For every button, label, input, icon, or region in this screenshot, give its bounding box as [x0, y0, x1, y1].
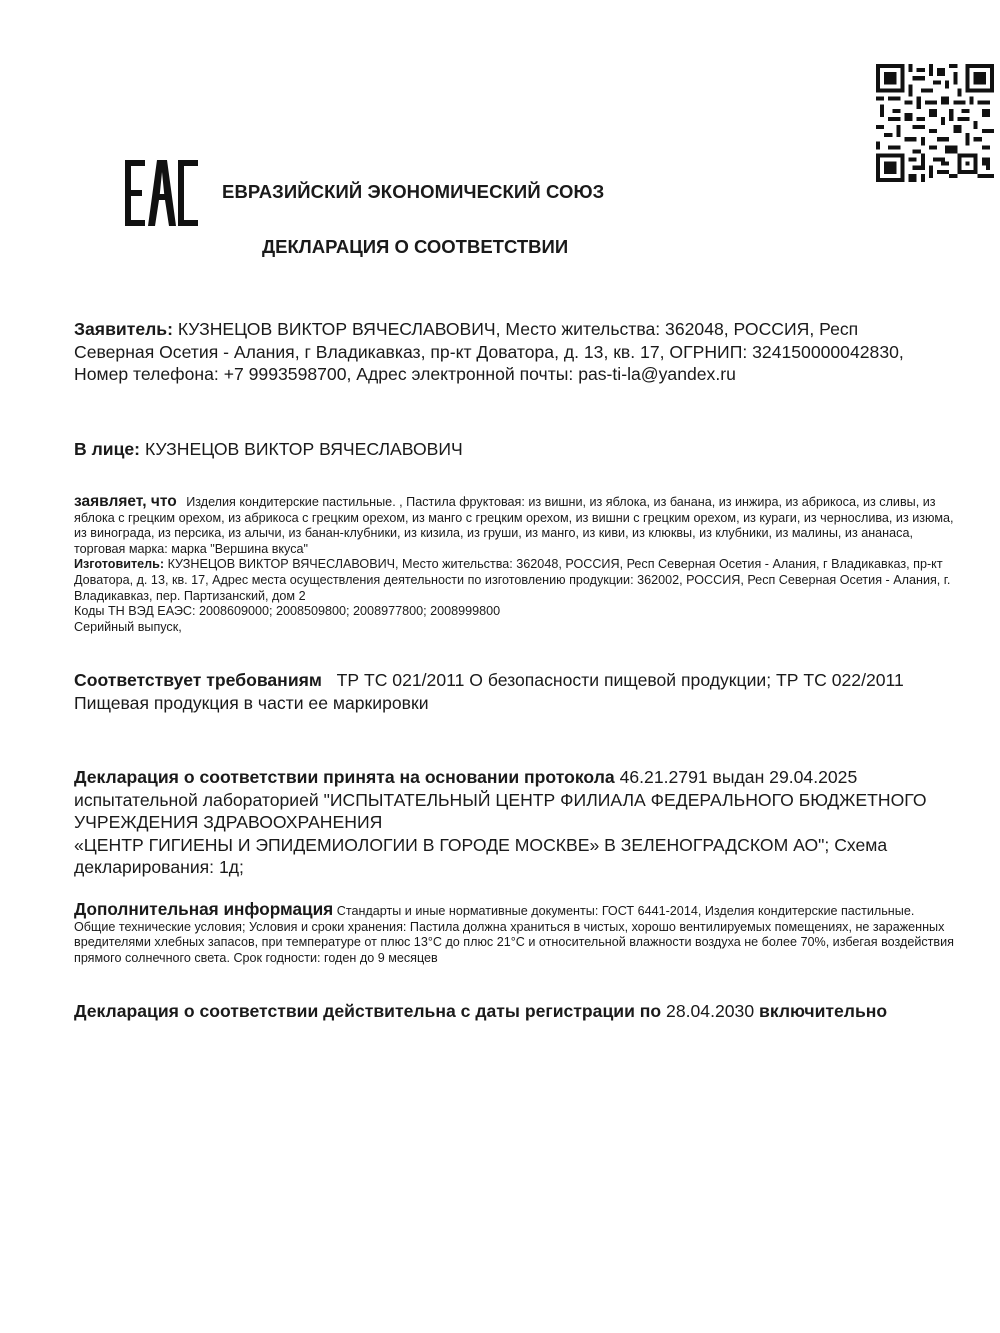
validity-suffix: включительно — [759, 1001, 888, 1021]
representative-section — [74, 438, 934, 461]
additional-info-section — [74, 899, 954, 966]
compliance-text: ТР ТС 021/2011 О безопасности пищевой продукции; ТР ТС 022/2011 Пищевая продукция в части ее маркировки — [74, 670, 904, 713]
qr-code-icon — [876, 64, 994, 182]
validity-date: 28.04.2030 — [666, 1001, 755, 1021]
series-type: Серийный выпуск, — [74, 619, 182, 634]
manufacturer-text: КУЗНЕЦОВ ВИКТОР ВЯЧЕСЛАВОВИЧ, Место жительства: 362048, РОССИЯ, Респ Северная Осетия - Алания, г Владикавказ, пр-кт Доватора, д. 13, кв. 17, Адрес места осуществления деятельности по изготовлению продукции: 362002, РОССИЯ, Респ Северная Осетия - Алания, г. Владикавказ, пер. Партизанский, дом 2 — [74, 557, 951, 603]
representative-label: В лице: — [74, 439, 141, 459]
union-title: ЕВРАЗИЙСКИЙ ЭКОНОМИЧЕСКИЙ СОЮЗ — [222, 181, 605, 202]
additional-info-text: Стандарты и иные нормативные документы: ГОСТ 6441-2014, Изделия кондитерские пастильные. Общие технические условия; Условия и сроки хранения: Пастила должна храниться в чистых, хорошо вентилируемых помещениях, не зараженных вредителями хлебных запасов, при температуре от плюс 13°С до плюс 21°С и относительной влажности воздуха не более 70%, избегая воздействия прямого солнечного света. Срок годности: годен до 9 месяцев — [74, 904, 954, 965]
compliance-label: Соответствует требованиям — [74, 670, 322, 690]
validity-label: Декларация о соответствии действительна с даты регистрации по — [74, 1001, 662, 1021]
document-title: ДЕКЛАРАЦИЯ О СООТВЕТСТВИИ — [262, 236, 569, 257]
applicant-label: Заявитель: — [74, 319, 173, 339]
compliance-section — [74, 669, 924, 714]
representative-name: КУЗНЕЦОВ ВИКТОР ВЯЧЕСЛАВОВИЧ — [144, 439, 463, 459]
basis-protocol-line — [74, 766, 954, 789]
eac-logo — [124, 160, 200, 226]
product-description — [74, 494, 954, 557]
basis-label: Декларация о соответствии принята на основании протокола — [74, 767, 615, 787]
declaration-section — [74, 494, 954, 635]
declares-label: заявляет, что — [74, 493, 177, 510]
manufacturer-line — [74, 557, 954, 604]
applicant-section — [74, 318, 934, 386]
additional-info-label: Дополнительная информация — [74, 899, 334, 919]
protocol-number: 46.21.2791 выдан 29.04.2025 — [619, 767, 858, 787]
manufacturer-label: Изготовитель: — [74, 557, 165, 572]
basis-section — [74, 766, 954, 879]
validity-section — [74, 1000, 974, 1023]
applicant-details: КУЗНЕЦОВ ВИКТОР ВЯЧЕСЛАВОВИЧ, Место жительства: 362048, РОССИЯ, Респ Северная Осетия - Алания, г Владикавказ, пр-кт Доватора, д. 13, кв. 17, ОГРНИП: 324150000042830, Номер телефона: +7 9993598700, Адрес электронной почты: pas-ti-la@yandex.ru — [74, 319, 904, 384]
product-text: Изделия кондитерские пастильные. , Пастила фруктовая: из вишни, из яблока, из банана, из инжира, из абрикоса, из сливы, из яблока с грецким орехом, из абрикоса с грецким орехом, из манго с грецким орехом, из вишни с грецким орехом, из кураги, из чернослива, из изюма, из винограда, из персика, из алычи, из банан-клубники, из кизила, из груши, из манго, из киви, из клюквы, из клубники, из малины, из ананаса, торговая марка: марка "Вершина вкуса" — [74, 495, 954, 556]
lab-line-1: испытательной лабораторией "ИСПЫТАТЕЛЬНЫЙ ЦЕНТР ФИЛИАЛА ФЕДЕРАЛЬНОГО БЮДЖЕТНОГО УЧРЕЖДЕНИЯ ЗДРАВООХРАНЕНИЯ — [74, 789, 927, 832]
lab-line-2: «ЦЕНТР ГИГИЕНЫ И ЭПИДЕМИОЛОГИИ В ГОРОДЕ МОСКВЕ» В ЗЕЛЕНОГРАДСКОМ АО"; Схема декларирования: 1д; — [74, 834, 888, 877]
hs-codes: Коды ТН ВЭД ЕАЭС: 2008609000; 2008509800; 2008977800; 2008999800 — [74, 604, 501, 619]
